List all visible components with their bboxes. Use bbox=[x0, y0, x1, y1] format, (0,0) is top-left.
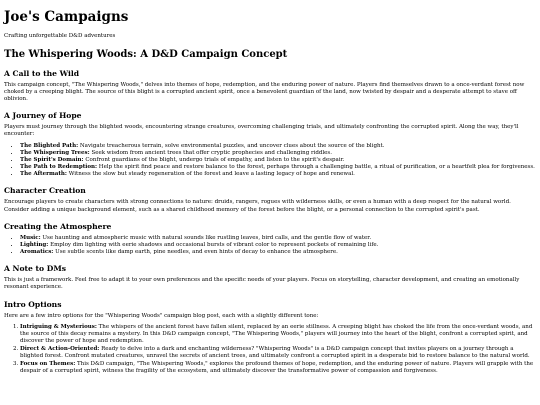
list-item-label: Intriguing & Mysterious: bbox=[20, 323, 97, 330]
list-item-text: Use haunting and atmospheric music with natural sounds like rustling leaves, bird calls, and the gentle flow of water. bbox=[42, 234, 372, 241]
list-item bbox=[20, 361, 536, 375]
list-item-label: Aromatics: bbox=[20, 249, 54, 256]
list-item bbox=[20, 164, 536, 171]
list-item-label: Direct & Action-Oriented: bbox=[20, 345, 100, 352]
list-item bbox=[20, 150, 536, 157]
site-tagline: Crafting unforgettable D&D adventures bbox=[4, 32, 116, 39]
list-item-label: Focus on Themes: bbox=[20, 360, 76, 367]
site-header bbox=[4, 10, 536, 40]
journey-intro-paragraph: Players must journey through the blighted woods, encountering strange creatures, overcoming challenging trials, and ultimately confronting the corrupted spirit. Along the way, they'll encounter: bbox=[4, 124, 519, 138]
blog-post bbox=[4, 49, 536, 375]
section-heading-note: A Note to DMs bbox=[4, 264, 67, 274]
section-heading-character: Character Creation bbox=[4, 186, 86, 196]
list-item-text: Seek wisdom from ancient trees that offer cryptic prophecies and challenging riddles. bbox=[91, 149, 332, 156]
list-item-label: Lighting: bbox=[20, 241, 49, 248]
journey-list bbox=[4, 143, 536, 179]
call-paragraph: This campaign concept, "The Whispering Woods," delves into themes of hope, redemption, and the enduring power of nature. Players find themselves drawn to a once-verdant forest now choked by a creeping blight. The source of this blight is a corrupted ancient spirit, once a benevolent guardian of the land, now twisted by despair and a desperate attempt to stave off oblivion. bbox=[4, 81, 525, 103]
list-item-text: Use subtle scents like damp earth, pine needles, and even hints of decay to enhance the atmosphere. bbox=[55, 249, 338, 256]
character-paragraph: Encourage players to create characters with strong connections to nature: druids, rangers, rogues with wilderness skills, or even a human with a deep respect for the natural world. Consider adding a unique background element, such as a shared childhood memory of the forest before the blight, or a personal connection to the corrupted spirit's past. bbox=[4, 199, 511, 213]
list-item-text: Confront guardians of the blight, undergo trials of empathy, and listen to the spirit's despair. bbox=[85, 156, 345, 163]
intro-paragraph: Here are a few intro options for the "Whispering Woods" campaign blog post, each with a slightly different tone: bbox=[4, 312, 319, 319]
list-item bbox=[20, 235, 536, 242]
intro-options-list bbox=[4, 324, 536, 375]
list-item bbox=[20, 249, 536, 256]
list-item-label: The Path to Redemption: bbox=[20, 164, 98, 170]
list-item-label: The Spirit's Domain: bbox=[20, 156, 84, 163]
list-item bbox=[20, 143, 536, 150]
list-item-text: Help the spirit find peace and restore balance to the forest, perhaps through a challenging battle, a ritual of purification, or a heartfelt plea for forgiveness. bbox=[98, 164, 535, 170]
list-item-text: Witness the slow but steady regeneration of the forest and leave a lasting legacy of hope and renewal. bbox=[68, 171, 355, 178]
atmosphere-list bbox=[4, 235, 536, 256]
section-heading-intro: Intro Options bbox=[4, 299, 62, 309]
list-item-text: This D&D campaign, "The Whispering Woods," explores the profound themes of hope, redemption, and the enduring power of nature. Players will grapple with the despair of a corrupted spirit, witness the fragility of the ecosystem, and ultimately discover the transformative power of compassion and forgiveness. bbox=[20, 360, 534, 374]
list-item-text: Navigate treacherous terrain, solve environmental puzzles, and uncover clues about the source of the blight. bbox=[79, 142, 385, 149]
list-item bbox=[20, 346, 536, 360]
list-item-label: The Aftermath: bbox=[20, 171, 67, 178]
note-paragraph: This is just a framework. Feel free to adapt it to your own preferences and the specific needs of your players. Focus on storytelling, character development, and creating an emotionally resonant experience. bbox=[4, 277, 520, 291]
list-item-text: Ready to delve into a dark and enchanting wilderness? "Whispering Woods" is a D&D campaign concept that invites players on a journey through a blighted forest. Confront mutated creatures, unravel the secrets of ancient trees, and ultimately confront a corrupted spirit in a desperate bid to restore balance to the natural world. bbox=[20, 345, 530, 359]
list-item-label: The Blighted Path: bbox=[20, 142, 79, 149]
list-item-label: The Whispering Trees: bbox=[20, 149, 90, 156]
section-heading-call: A Call to the Wild bbox=[4, 68, 80, 78]
section-heading-atmosphere: Creating the Atmosphere bbox=[4, 221, 112, 231]
list-item bbox=[20, 242, 536, 249]
list-item bbox=[20, 157, 536, 164]
list-item bbox=[20, 324, 536, 345]
list-item-text: The whispers of the ancient forest have fallen silent, replaced by an eerie stillness. A creeping blight has choked the life from the once-verdant woods, and the source of this decay remains a mystery. In this D&D campaign concept, "The Whispering Woods," players will journey into the heart of the blight, confront a corrupted spirit, and discover the power of hope and redemption. bbox=[20, 323, 533, 345]
list-item-text: Employ dim lighting with eerie shadows and occasional bursts of vibrant color to represent pockets of remaining life. bbox=[50, 241, 379, 248]
list-item-label: Music: bbox=[20, 234, 41, 241]
site-title: Joe's Campaigns bbox=[4, 9, 129, 25]
section-heading-journey: A Journey of Hope bbox=[4, 111, 82, 121]
list-item bbox=[20, 171, 536, 178]
post-title: The Whispering Woods: A D&D Campaign Concept bbox=[4, 48, 288, 60]
